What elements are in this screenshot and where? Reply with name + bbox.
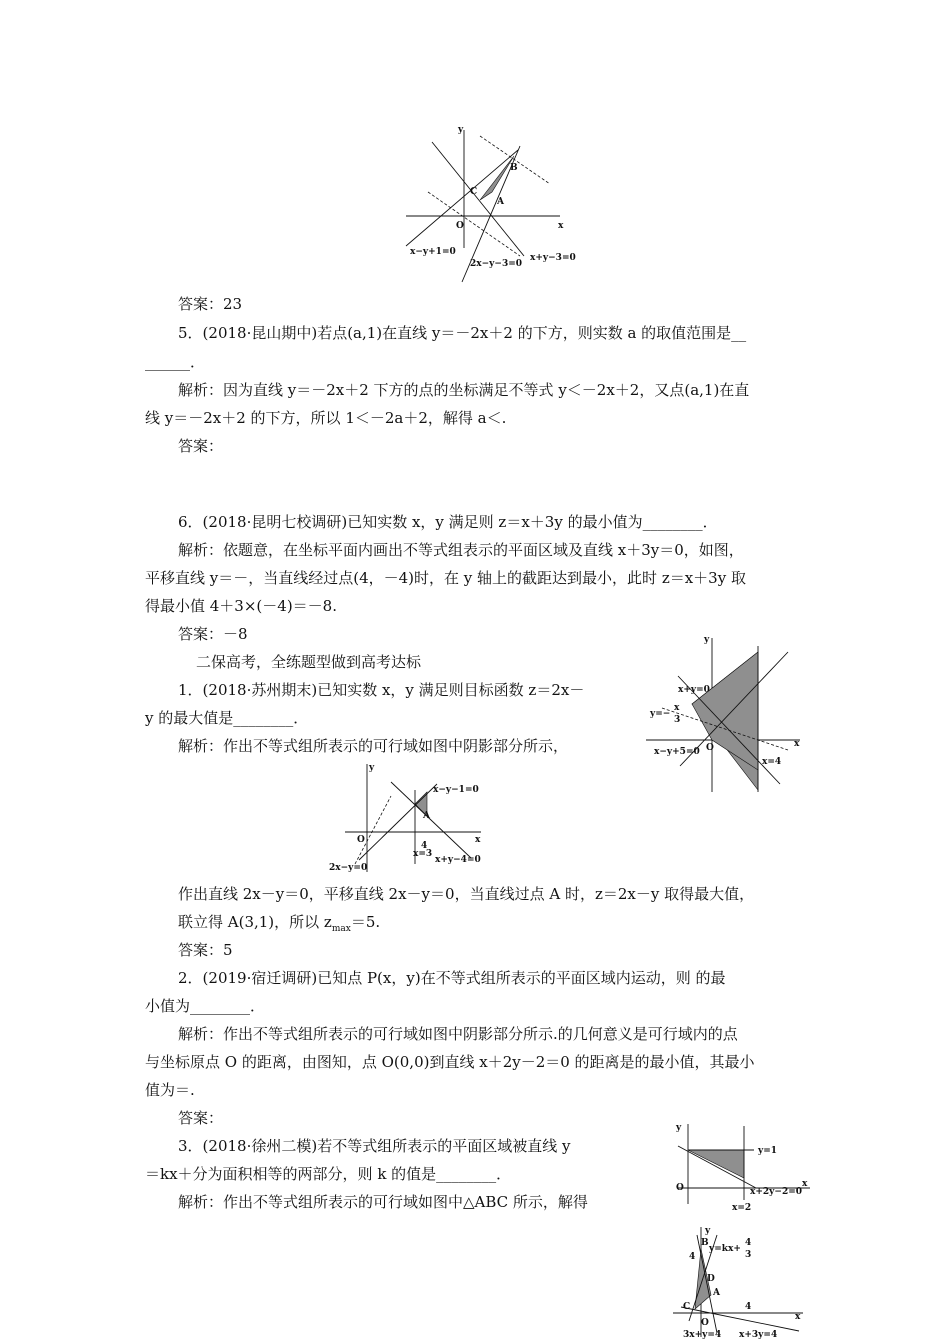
question-2-line-1: 2．(2019·宿迁调研)已知点 P(x，y)在不等式组所表示的平面区域内运动，则 的最 [178, 969, 726, 987]
line-kx-label-num: 4 [745, 1238, 752, 1248]
line-x-plus-3y-eq-4 [681, 1307, 799, 1331]
question-1-line-2: y 的最大值是________． [145, 709, 309, 727]
x-label: x [794, 739, 800, 749]
section-heading: 二保高考，全练题型做到高考达标 [196, 653, 422, 671]
shaded-region [688, 1150, 744, 1178]
figure-4 [670, 1120, 815, 1215]
question-5-line-1: 5．(2018·昆山期中)若点(a,1)在直线 y＝－2x＋2 的下方，则实数 a 的取值范围是__ [178, 324, 747, 342]
point-c-label: C [683, 1302, 691, 1312]
line-x-plus-y-label: x+y=0 [678, 685, 710, 695]
line-x-eq-4-label: x=4 [762, 757, 782, 767]
line-x-plus-y-minus-4-label: x+y−4=0 [435, 855, 481, 865]
question-3-line-1: 3．(2018·徐州二模)若不等式组所表示的平面区域被直线 y [178, 1137, 571, 1155]
line-2x-minus-y-label: 2x−y=0 [329, 863, 368, 873]
line-l3-label: x+y−3=0 [530, 253, 576, 263]
line-y-label: y=− [650, 709, 671, 719]
x-label: x [475, 835, 481, 845]
origin-label: O [456, 221, 464, 231]
y-label: y [676, 1123, 682, 1133]
figure-3 [325, 760, 495, 875]
solution-1-line-3 [178, 912, 380, 939]
point-c-label: C [470, 187, 478, 197]
origin-label: O [701, 1318, 709, 1328]
solution-6-line-1: 解析：依题意，在坐标平面内画出不等式组表示的平面区域及直线 x＋3y＝0，如图， [178, 541, 744, 559]
line-l3 [432, 142, 524, 256]
line-y-label-x: x [674, 703, 680, 713]
point-b-label: B [701, 1238, 709, 1248]
line-l2-label: 2x−y−3=0 [470, 259, 523, 269]
solution-2-line-2: 与坐标原点 O 的距离，由图知，点 O(0,0)到直线 x＋2y－2＝0 的距离是的最小值，其最小 [145, 1053, 755, 1071]
origin-label: O [357, 835, 365, 845]
point-a-label: A [713, 1288, 720, 1298]
point-a-label: A [423, 811, 430, 821]
question-3-line-2: ＝kx＋分为面积相等的两部分，则 k 的值是________． [145, 1165, 512, 1183]
line-kx-label: y=kx+ [709, 1244, 741, 1254]
shaded-region [692, 652, 758, 770]
solution-1-line-2: 作出直线 2x－y＝0，平移直线 2x－y＝0，当直线过点 A 时，z＝2x－y 取得最大值， [178, 885, 755, 903]
solution-2-line-3: 值为＝. [145, 1081, 195, 1099]
line-kx-label-den: 3 [745, 1250, 752, 1260]
x-label: x [795, 1312, 801, 1322]
tick-4b-label: 4 [745, 1302, 752, 1312]
origin-label: O [676, 1183, 684, 1193]
solution-1-line-3-b: ＝5. [350, 913, 381, 931]
point-d-label: D [707, 1274, 715, 1284]
solution-2-line-1: 解析：作出不等式组所表示的可行域如图中阴影部分所示.的几何意义是可行域内的点 [178, 1025, 738, 1043]
answer-2: 答案： [178, 1109, 224, 1127]
figure-5 [665, 1225, 810, 1340]
line-x-minus-y-minus-1-label: x−y−1=0 [433, 785, 479, 795]
solution-6-line-3: 得最小值 4＋3×(－4)＝－8. [145, 597, 337, 615]
line-x-plus-3y-label: x+3y=4 [739, 1330, 778, 1340]
dashed-line-2x-minus-y [355, 796, 391, 864]
line-y-label-3: 3 [674, 715, 681, 725]
answer-4: 答案：23 [178, 295, 243, 313]
line-x-plus-2y-label: x+2y−2=0 [750, 1187, 803, 1197]
line-y-eq-1-label: y=1 [758, 1146, 778, 1156]
figure-1 [400, 120, 590, 290]
tick-4-label: 4 [421, 841, 428, 851]
z-max-subscript: max [331, 924, 351, 934]
solution-5-line-1: 解析：因为直线 y＝－2x＋2 下方的点的坐标满足不等式 y＜－2x＋2，又点(a,1)在直 [178, 381, 750, 399]
solution-1-line-3-a: 联立得 A(3,1)，所以 z [178, 913, 332, 931]
y-label: y [705, 1226, 711, 1236]
point-b-label: B [510, 163, 518, 173]
solution-6-line-2: 平移直线 y＝－，当直线经过点(4，－4)时，在 y 轴上的截距达到最小，此时 z＝x＋3y 取 [145, 569, 746, 587]
line-l1-label: x−y+1=0 [410, 247, 456, 257]
question-6: 6．(2018·昆明七校调研)已知实数 x，y 满足则 z＝x＋3y 的最小值为________． [178, 513, 718, 531]
y-label: y [458, 125, 464, 135]
dashed-line-1 [480, 136, 550, 184]
figure-2 [640, 632, 810, 797]
x-label: x [802, 1179, 808, 1189]
point-a-label: A [497, 197, 504, 207]
answer-1: 答案：5 [178, 941, 233, 959]
question-2-line-2: 小值为________． [145, 997, 266, 1015]
solution-3-line-1: 解析：作出不等式组所表示的可行域如图中△ABC 所示，解得 [178, 1193, 588, 1211]
y-label: y [704, 635, 710, 645]
y-label: y [369, 763, 375, 773]
line-x-eq-2-label: x=2 [732, 1203, 752, 1213]
line-x-minus-y-label: x−y+5=0 [654, 747, 700, 757]
answer-5: 答案： [178, 437, 224, 455]
line-3x-plus-y-label: 3x+y=4 [683, 1330, 722, 1340]
solution-1-line-1: 解析：作出不等式组所表示的可行域如图中阴影部分所示， [178, 737, 569, 755]
question-5-line-2: ______． [145, 353, 206, 371]
x-label: x [558, 221, 564, 231]
solution-5-line-2: 线 y＝－2x＋2 的下方，所以 1＜－2a＋2，解得 a＜. [145, 409, 507, 427]
answer-6: 答案：－8 [178, 625, 248, 643]
tick-4-label: 4 [689, 1252, 696, 1262]
question-1-line-1: 1．(2018·苏州期末)已知实数 x，y 满足则目标函数 z＝2x－ [178, 681, 585, 699]
origin-label: O [706, 743, 714, 753]
line-x-eq-3-label: x=3 [413, 849, 433, 859]
